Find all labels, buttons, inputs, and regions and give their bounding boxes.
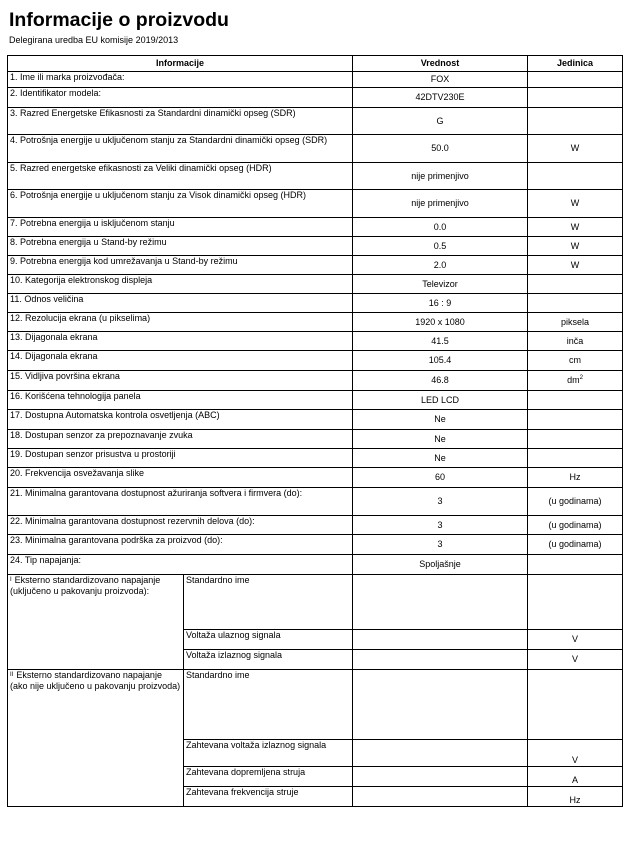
- row-value: 41.5: [353, 332, 528, 351]
- page-subtitle: Delegirana uredba EU komisije 2019/2013: [9, 35, 179, 45]
- table-header-row: [8, 56, 623, 72]
- row-unit-text: (u godinama): [548, 496, 602, 506]
- table-row: [8, 535, 623, 555]
- product-info-table: [7, 55, 623, 807]
- power-b-sub-value: [353, 670, 528, 740]
- power-b-mark: II: [10, 672, 14, 678]
- row-label: 8. Potrebna energija u Stand-by režimu: [8, 237, 353, 256]
- row-unit: [528, 535, 623, 555]
- row-label: 20. Frekvencija osvežavanja slike: [8, 468, 353, 488]
- row-unit-text: W: [570, 221, 580, 232]
- row-value: FOX: [353, 72, 528, 88]
- power-b-sub-unit: Hz: [528, 787, 623, 807]
- power-a-sub-unit: V: [528, 650, 623, 670]
- row-unit-text: inča: [566, 335, 584, 346]
- power-b-sub-label: Zahtevana frekvencija struje: [184, 787, 353, 807]
- row-unit: [528, 72, 623, 88]
- power-b-sub-label: Standardno ime: [184, 670, 353, 740]
- row-value: 0.5: [353, 237, 528, 256]
- row-unit: [528, 555, 623, 575]
- row-unit-text: (u godinama): [548, 519, 602, 530]
- power-a-mark: I: [10, 577, 12, 583]
- row-unit: [528, 108, 623, 135]
- row-value: nije primenjivo: [353, 163, 528, 190]
- table-row: [8, 108, 623, 135]
- row-label: 13. Dijagonala ekrana: [8, 332, 353, 351]
- row-label: 12. Rezolucija ekrana (u pikselima): [8, 313, 353, 332]
- row-label: 14. Dijagonala ekrana: [8, 351, 353, 371]
- row-unit: [528, 190, 623, 218]
- table-row: [8, 294, 623, 313]
- row-unit-text: dm: [567, 375, 580, 385]
- power-a-sub-label: Voltaža ulaznog signala: [184, 630, 353, 650]
- row-value: 0.0: [353, 218, 528, 237]
- row-unit: [528, 351, 623, 371]
- power-b-sub-unit: V: [528, 740, 623, 767]
- row-unit-text: (u godinama): [548, 539, 602, 549]
- row-label: 7. Potrebna energija u isključenom stanju: [8, 218, 353, 237]
- row-value: Ne: [353, 410, 528, 430]
- power-b-label: Eksterno standardizovano napajanje (ako nije uključeno u pakovanju proizvoda): [10, 670, 181, 691]
- row-label: 10. Kategorija elektronskog displeja: [8, 275, 353, 294]
- power-a-sub-unit: V: [528, 630, 623, 650]
- table-row: [8, 371, 623, 391]
- row-unit: [528, 332, 623, 351]
- row-unit: [528, 516, 623, 535]
- row-unit: [528, 468, 623, 488]
- row-value: 16 : 9: [353, 294, 528, 313]
- power-b-label-cell: [8, 670, 184, 807]
- table-row: [8, 449, 623, 468]
- table-row: [8, 555, 623, 575]
- power-b-row: [8, 670, 623, 740]
- power-supply-body: [8, 575, 623, 807]
- row-value: 1920 x 1080: [353, 313, 528, 332]
- power-b-sub-unit: A: [528, 767, 623, 787]
- header-info: Informacije: [8, 56, 353, 72]
- table-row: [8, 163, 623, 190]
- row-unit-text: W: [570, 259, 580, 270]
- power-a-row: [8, 575, 623, 630]
- row-unit-text: W: [570, 198, 580, 208]
- row-unit: [528, 430, 623, 449]
- row-value: 50.0: [353, 135, 528, 163]
- power-b-sub-value: [353, 740, 528, 767]
- power-b-sub-unit: [528, 670, 623, 740]
- row-value: Ne: [353, 430, 528, 449]
- row-label: 9. Potrebna energija kod umrežavanja u Stand-by režimu: [8, 256, 353, 275]
- row-value: 3: [353, 516, 528, 535]
- table-row: [8, 256, 623, 275]
- row-label: 24. Tip napajanja:: [8, 555, 353, 575]
- row-value: 3: [353, 488, 528, 516]
- row-label: 21. Minimalna garantovana dostupnost ažuriranja softvera i firmvera (do):: [8, 488, 353, 516]
- row-value: 42DTV230E: [353, 88, 528, 108]
- row-label: 19. Dostupan senzor prisustva u prostoriji: [8, 449, 353, 468]
- row-value: 3: [353, 535, 528, 555]
- page-title: Informacije o proizvodu: [9, 9, 229, 31]
- header-unit: Jedinica: [528, 56, 623, 72]
- table-row: [8, 468, 623, 488]
- table-row: [8, 351, 623, 371]
- power-a-label-cell: [8, 575, 184, 670]
- row-unit: [528, 294, 623, 313]
- row-unit-text: W: [570, 240, 580, 251]
- row-value: G: [353, 108, 528, 135]
- row-value: Televizor: [353, 275, 528, 294]
- table-row: [8, 430, 623, 449]
- table-row: [8, 72, 623, 88]
- row-unit: [528, 410, 623, 430]
- row-label: 16. Korišćena tehnologija panela: [8, 391, 353, 410]
- table-row: [8, 391, 623, 410]
- row-value: nije primenjivo: [353, 190, 528, 218]
- power-a-sub-label: Standardno ime: [184, 575, 353, 630]
- row-label: 1. Ime ili marka proizvođača:: [8, 72, 353, 88]
- row-unit: [528, 163, 623, 190]
- table-row: [8, 275, 623, 294]
- row-unit: [528, 88, 623, 108]
- table-row: [8, 516, 623, 535]
- row-value: 105.4: [353, 351, 528, 371]
- row-value: 2.0: [353, 256, 528, 275]
- table-row: [8, 410, 623, 430]
- row-unit: [528, 449, 623, 468]
- power-b-sub-label: Zahtevana dopremljena struja: [184, 767, 353, 787]
- row-value: LED LCD: [353, 391, 528, 410]
- row-unit-text: Hz: [569, 472, 581, 482]
- area-unit-superscript: 2: [579, 375, 583, 381]
- power-a-sub-value: [353, 650, 528, 670]
- table-body: [8, 72, 623, 575]
- row-label: 18. Dostupan senzor za prepoznavanje zvuka: [8, 430, 353, 449]
- power-a-label: Eksterno standardizovano napajanje (uključeno u pakovanju proizvoda):: [10, 575, 161, 596]
- row-value: 60: [353, 468, 528, 488]
- table-row: [8, 135, 623, 163]
- row-unit: [528, 313, 623, 332]
- row-label: 5. Razred energetske efikasnosti za Veliki dinamički opseg (HDR): [8, 163, 353, 190]
- table-row: [8, 332, 623, 351]
- header-value: Vrednost: [353, 56, 528, 72]
- row-unit-text: cm: [569, 355, 582, 365]
- table-row: [8, 88, 623, 108]
- row-label: 22. Minimalna garantovana dostupnost rezervnih delova (do):: [8, 516, 353, 535]
- row-unit: [528, 488, 623, 516]
- power-b-sub-value: [353, 787, 528, 807]
- table-row: [8, 190, 623, 218]
- row-value: 46.8: [353, 371, 528, 391]
- row-value: Spoljašnje: [353, 555, 528, 575]
- row-unit: [528, 218, 623, 237]
- row-label: 3. Razred Energetske Efikasnosti za Standardni dinamički opseg (SDR): [8, 108, 353, 135]
- power-a-sub-value: [353, 630, 528, 650]
- row-unit-text: piksela: [561, 316, 590, 327]
- row-value: Ne: [353, 449, 528, 468]
- power-a-sub-unit: [528, 575, 623, 630]
- power-a-sub-value: [353, 575, 528, 630]
- row-unit: [528, 237, 623, 256]
- row-unit: [528, 256, 623, 275]
- table-row: [8, 313, 623, 332]
- row-label: 2. Identifikator modela:: [8, 88, 353, 108]
- table-row: [8, 237, 623, 256]
- row-unit: [528, 275, 623, 294]
- power-b-sub-value: [353, 767, 528, 787]
- power-a-sub-label: Voltaža izlaznog signala: [184, 650, 353, 670]
- row-label: 11. Odnos veličina: [8, 294, 353, 313]
- row-unit-text: W: [570, 143, 580, 153]
- power-b-sub-label: Zahtevana voltaža izlaznog signala: [184, 740, 353, 767]
- row-label: 23. Minimalna garantovana podrška za proizvod (do):: [8, 535, 353, 555]
- row-unit: [528, 371, 623, 391]
- row-label: 4. Potrošnja energije u uključenom stanju za Standardni dinamički opseg (SDR): [8, 135, 353, 163]
- row-unit: [528, 391, 623, 410]
- table-row: [8, 488, 623, 516]
- table-row: [8, 218, 623, 237]
- row-label: 15. Vidljiva površina ekrana: [8, 371, 353, 391]
- row-label: 6. Potrošnja energije u uključenom stanju za Visok dinamički opseg (HDR): [8, 190, 353, 218]
- row-label: 17. Dostupna Automatska kontrola osvetljenja (ABC): [8, 410, 353, 430]
- row-unit: [528, 135, 623, 163]
